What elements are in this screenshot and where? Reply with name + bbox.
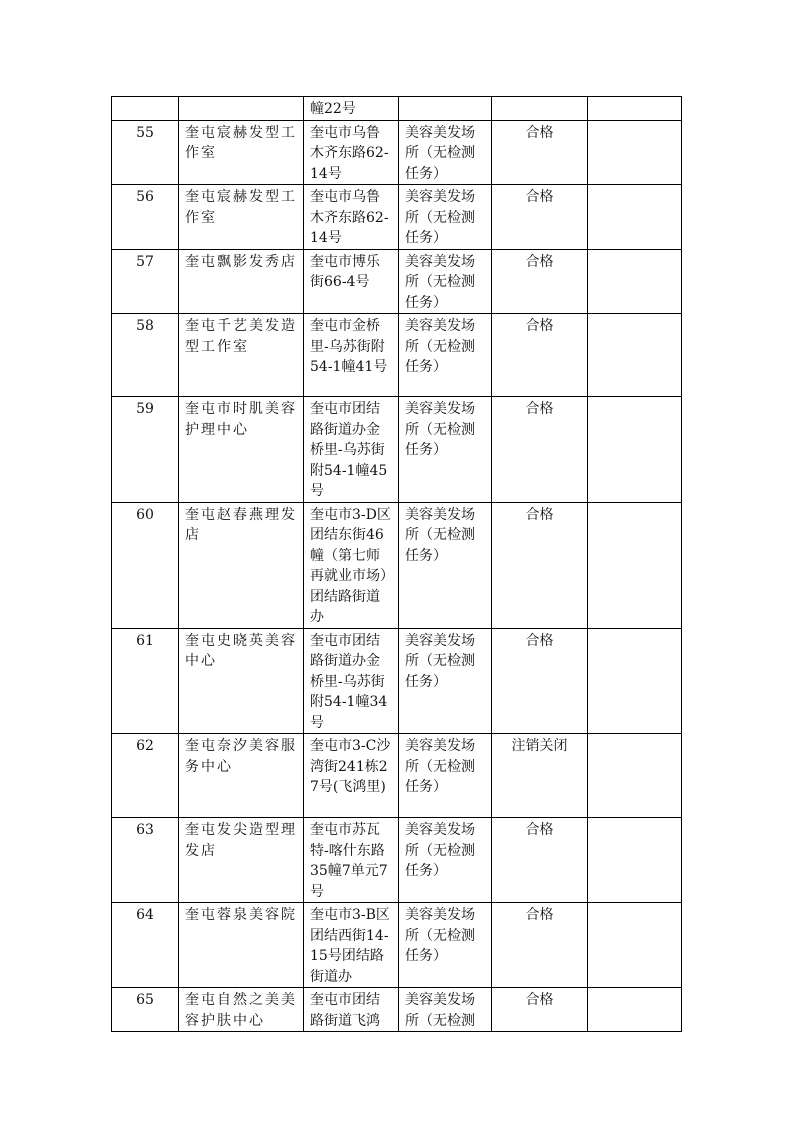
table-row bbox=[112, 988, 682, 1032]
remark bbox=[588, 120, 682, 185]
row-number: 60 bbox=[112, 502, 179, 628]
inspection-result: 合格 bbox=[492, 397, 588, 503]
remark bbox=[588, 818, 682, 903]
row-number: 61 bbox=[112, 628, 179, 734]
row-number: 55 bbox=[112, 120, 179, 185]
business-address: 奎屯市3-C沙湾街241栋27号(飞鸿里) bbox=[304, 734, 399, 818]
inspection-result: 合格 bbox=[492, 120, 588, 185]
inspection-result: 合格 bbox=[492, 628, 588, 734]
table-row bbox=[112, 314, 682, 397]
table-row bbox=[112, 397, 682, 503]
business-address: 幢22号 bbox=[304, 97, 399, 121]
inspection-result: 注销关闭 bbox=[492, 734, 588, 818]
remark bbox=[588, 314, 682, 397]
table-row bbox=[112, 903, 682, 988]
business-address: 奎屯市团结路街道办金桥里-乌苏街附54-1幢45号 bbox=[304, 397, 399, 503]
business-address: 奎屯市苏瓦特-喀什东路35幢7单元7号 bbox=[304, 818, 399, 903]
row-number bbox=[112, 97, 179, 121]
remark bbox=[588, 185, 682, 250]
row-number: 64 bbox=[112, 903, 179, 988]
business-address: 奎屯市乌鲁木齐东路62-14号 bbox=[304, 120, 399, 185]
business-address: 奎屯市3-D区团结东街46幢（第七师再就业市场）团结路街道办 bbox=[304, 502, 399, 628]
business-type: 美容美发场所（无检测任务） bbox=[399, 818, 492, 903]
business-type: 美容美发场所（无检测任务） bbox=[399, 185, 492, 250]
business-address: 奎屯市金桥里-乌苏街附54-1幢41号 bbox=[304, 314, 399, 397]
business-name: 奎屯史晓英美容中心 bbox=[179, 628, 304, 734]
row-number: 65 bbox=[112, 988, 179, 1032]
business-name: 奎屯飘影发秀店 bbox=[179, 249, 304, 314]
remark bbox=[588, 249, 682, 314]
business-name: 奎屯千艺美发造型工作室 bbox=[179, 314, 304, 397]
business-address: 奎屯市乌鲁木齐东路62-14号 bbox=[304, 185, 399, 250]
business-type: 美容美发场所（无检测任务） bbox=[399, 249, 492, 314]
row-number: 58 bbox=[112, 314, 179, 397]
inspection-table bbox=[111, 96, 682, 1032]
remark bbox=[588, 734, 682, 818]
business-type: 美容美发场所（无检测 bbox=[399, 988, 492, 1032]
inspection-result: 合格 bbox=[492, 988, 588, 1032]
business-name: 奎屯发尖造型理发店 bbox=[179, 818, 304, 903]
business-address: 奎屯市3-B区团结西街14-15号团结路街道办 bbox=[304, 903, 399, 988]
table-row bbox=[112, 249, 682, 314]
business-type: 美容美发场所（无检测任务） bbox=[399, 120, 492, 185]
remark bbox=[588, 97, 682, 121]
inspection-result: 合格 bbox=[492, 185, 588, 250]
inspection-result: 合格 bbox=[492, 314, 588, 397]
business-type: 美容美发场所（无检测任务） bbox=[399, 502, 492, 628]
table-row bbox=[112, 185, 682, 250]
remark bbox=[588, 628, 682, 734]
business-address: 奎屯市博乐街66-4号 bbox=[304, 249, 399, 314]
inspection-result: 合格 bbox=[492, 502, 588, 628]
inspection-result: 合格 bbox=[492, 249, 588, 314]
business-name: 奎屯赵春燕理发店 bbox=[179, 502, 304, 628]
business-name: 奎屯市时肌美容护理中心 bbox=[179, 397, 304, 503]
row-number: 63 bbox=[112, 818, 179, 903]
table-row bbox=[112, 120, 682, 185]
table-row bbox=[112, 502, 682, 628]
business-name: 奎屯宸赫发型工作室 bbox=[179, 120, 304, 185]
row-number: 62 bbox=[112, 734, 179, 818]
business-address: 奎屯市团结路街道飞鸿 bbox=[304, 988, 399, 1032]
row-number: 57 bbox=[112, 249, 179, 314]
remark bbox=[588, 988, 682, 1032]
table-row bbox=[112, 628, 682, 734]
inspection-result: 合格 bbox=[492, 903, 588, 988]
row-number: 59 bbox=[112, 397, 179, 503]
business-name: 奎屯蓉泉美容院 bbox=[179, 903, 304, 988]
business-name: 奎屯自然之美美容护肤中心 bbox=[179, 988, 304, 1032]
inspection-result bbox=[492, 97, 588, 121]
business-address: 奎屯市团结路街道办金桥里-乌苏街附54-1幢34号 bbox=[304, 628, 399, 734]
business-type: 美容美发场所（无检测任务） bbox=[399, 734, 492, 818]
business-name bbox=[179, 97, 304, 121]
table-row bbox=[112, 97, 682, 121]
business-type: 美容美发场所（无检测任务） bbox=[399, 628, 492, 734]
business-name: 奎屯奈汐美容服务中心 bbox=[179, 734, 304, 818]
remark bbox=[588, 397, 682, 503]
business-name: 奎屯宸赫发型工作室 bbox=[179, 185, 304, 250]
table-row bbox=[112, 734, 682, 818]
remark bbox=[588, 502, 682, 628]
row-number: 56 bbox=[112, 185, 179, 250]
business-type: 美容美发场所（无检测任务） bbox=[399, 903, 492, 988]
inspection-result: 合格 bbox=[492, 818, 588, 903]
remark bbox=[588, 903, 682, 988]
business-type bbox=[399, 97, 492, 121]
table-row bbox=[112, 818, 682, 903]
business-type: 美容美发场所（无检测任务） bbox=[399, 397, 492, 503]
business-type: 美容美发场所（无检测任务） bbox=[399, 314, 492, 397]
